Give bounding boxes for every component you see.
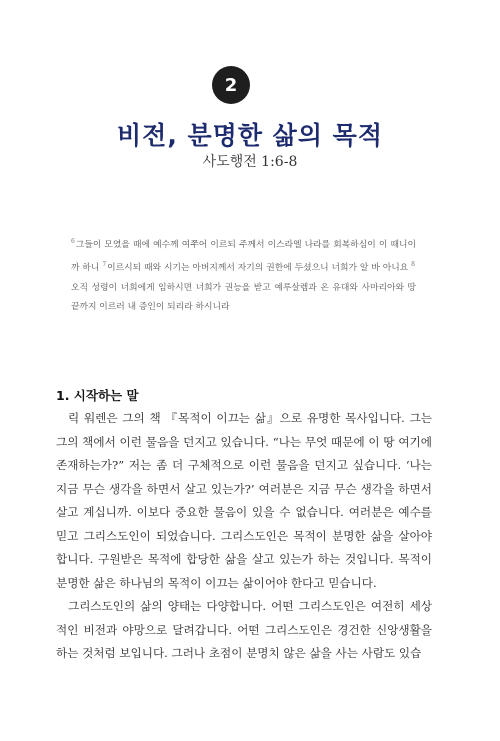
chapter-number: 2	[224, 74, 238, 96]
scripture-reference: 사도행전 1:6-8	[202, 154, 298, 170]
verse-text: 그들이 모였을 때에 예수께 여쭈어 이르되 주께서 이스라엘 나라를 회복하심이 이 때니이까 하니	[71, 239, 416, 274]
chapter-number-badge	[212, 66, 250, 104]
verse-text: 이르시되 때와 시기는 아버지께서 자기의 권한에 두셨으니 너희가 알 바 아니요	[107, 263, 412, 274]
verse-text: 오직 성령이 너희에게 임하시면 너희가 권능을 받고 예루살렘과 온 유대와 사마리아와 땅 끝까지 이르러 내 증인이 되리라 하시니라	[71, 282, 416, 313]
verse-number: 8	[411, 261, 415, 269]
paragraph: 그리스도인의 삶의 양태는 다양합니다. 어떤 그리스도인은 여전히 세상적인 비전과 야망으로 달려갑니다. 어떤 그리스도인은 경건한 신앙생활을 하는 것처럼 보입니다. 그러나 초점이 분명치 않은 삶을 사는 사람도 있습	[56, 599, 432, 660]
paragraph: 릭 워렌은 그의 책 『목적이 이끄는 삶』으로 유명한 목사입니다. 그는 그의 책에서 이런 물음을 던지고 있습니다. “나는 무엇 때문에 이 땅 여기에 존재하는가?” 저는 좀 더 구체적으로 이런 물음을 던지고 싶습니다. ‘나는 지금 무슨 생각을 하면서 살고 있는가?’ 여러분은 지금 무슨 생각을 하면서 살고 계십니까. 이보다 중요한 물음이 있을 수 없습니다. 여러분은 예수를 믿고 그리스도인이 되었습니다. 그리스도인은 목적이 분명한 삶을 살아야 합니다. 구원받은 목적에 합당한 삶을 살고 있는가 하는 것입니다. 목적이 분명한 삶은 하나님의 목적이 이끄는 삶이어야 한다고 믿습니다.	[56, 411, 432, 590]
chapter-title: 비전, 분명한 삶의 목적	[117, 121, 383, 150]
verse-number: 6	[71, 238, 75, 245]
section-heading: 1. 시작하는 말	[56, 388, 139, 403]
scripture-passage	[71, 232, 416, 318]
body-text	[56, 407, 432, 666]
verse-number: 7	[102, 261, 107, 269]
